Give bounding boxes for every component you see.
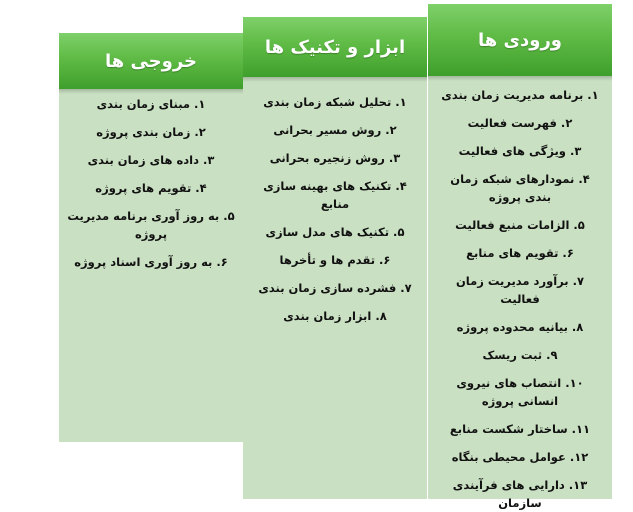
list-item: ۵. به روز آوری برنامه مدیریت پروژه	[67, 209, 235, 241]
list-item: ۷. برآورد مدیریت زمان فعالیت	[455, 274, 585, 306]
list-item: ۳. ویژگی های فعالیت	[458, 144, 582, 158]
list-item: ۲. زمان بندی پروژه	[96, 125, 206, 139]
list-item: ۶. تقدم ها و تأخرها	[279, 253, 391, 267]
list-item: ۲. روش مسیر بحرانی	[273, 123, 397, 137]
list-item: ۴. تقویم های پروژه	[95, 181, 207, 195]
inputs-list	[428, 76, 612, 512]
outputs-column	[59, 33, 243, 442]
inputs-title: ورودی ها	[478, 29, 562, 51]
inputs-header	[428, 4, 612, 76]
tools-header	[243, 17, 427, 77]
list-item: ۶. تقویم های منابع	[466, 246, 574, 260]
list-item: ۴. نمودارهای شبکه زمان بندی پروژه	[450, 172, 590, 204]
list-item: ۵. تکنیک های مدل سازی	[265, 225, 405, 239]
list-item: ۱۰. انتصاب های نیروی انسانی پروژه	[456, 376, 584, 408]
list-item: ۱۲. عوامل محیطی بنگاه	[451, 450, 589, 464]
list-item: ۹. ثبت ریسک	[482, 348, 558, 362]
list-item: ۱۱. ساختار شکست منابع	[449, 422, 591, 436]
tools-column	[243, 17, 427, 499]
list-item: ۳. روش زنجیره بحرانی	[269, 151, 401, 165]
list-item: ۵. الزامات منبع فعالیت	[455, 218, 585, 232]
list-item: ۱. تحلیل شبکه زمان بندی	[263, 95, 407, 109]
list-item: ۲. فهرست فعالیت	[467, 116, 573, 130]
list-item: ۱۳. دارایی های فرآیندی سازمان	[452, 478, 588, 510]
tools-title: ابزار و تکنیک ها	[264, 36, 406, 58]
list-item: ۸. بیانیه محدوده پروژه	[456, 320, 584, 334]
outputs-list	[59, 89, 243, 271]
list-item: ۴. تکنیک های بهینه سازی منابع	[263, 179, 407, 211]
inputs-column	[428, 4, 612, 510]
outputs-title: خروجی ها	[104, 50, 198, 72]
list-item: ۱. برنامه مدیریت زمان بندی	[441, 88, 599, 102]
list-item: ۷. فشرده سازی زمان بندی	[258, 281, 412, 295]
tools-list	[243, 77, 427, 325]
list-item: ۶. به روز آوری اسناد پروژه	[74, 255, 228, 269]
list-item: ۸. ابزار زمان بندی	[283, 309, 387, 323]
list-item: ۳. داده های زمان بندی	[87, 153, 215, 167]
list-item: ۱. مبنای زمان بندی	[96, 97, 206, 111]
outputs-header	[59, 33, 243, 89]
